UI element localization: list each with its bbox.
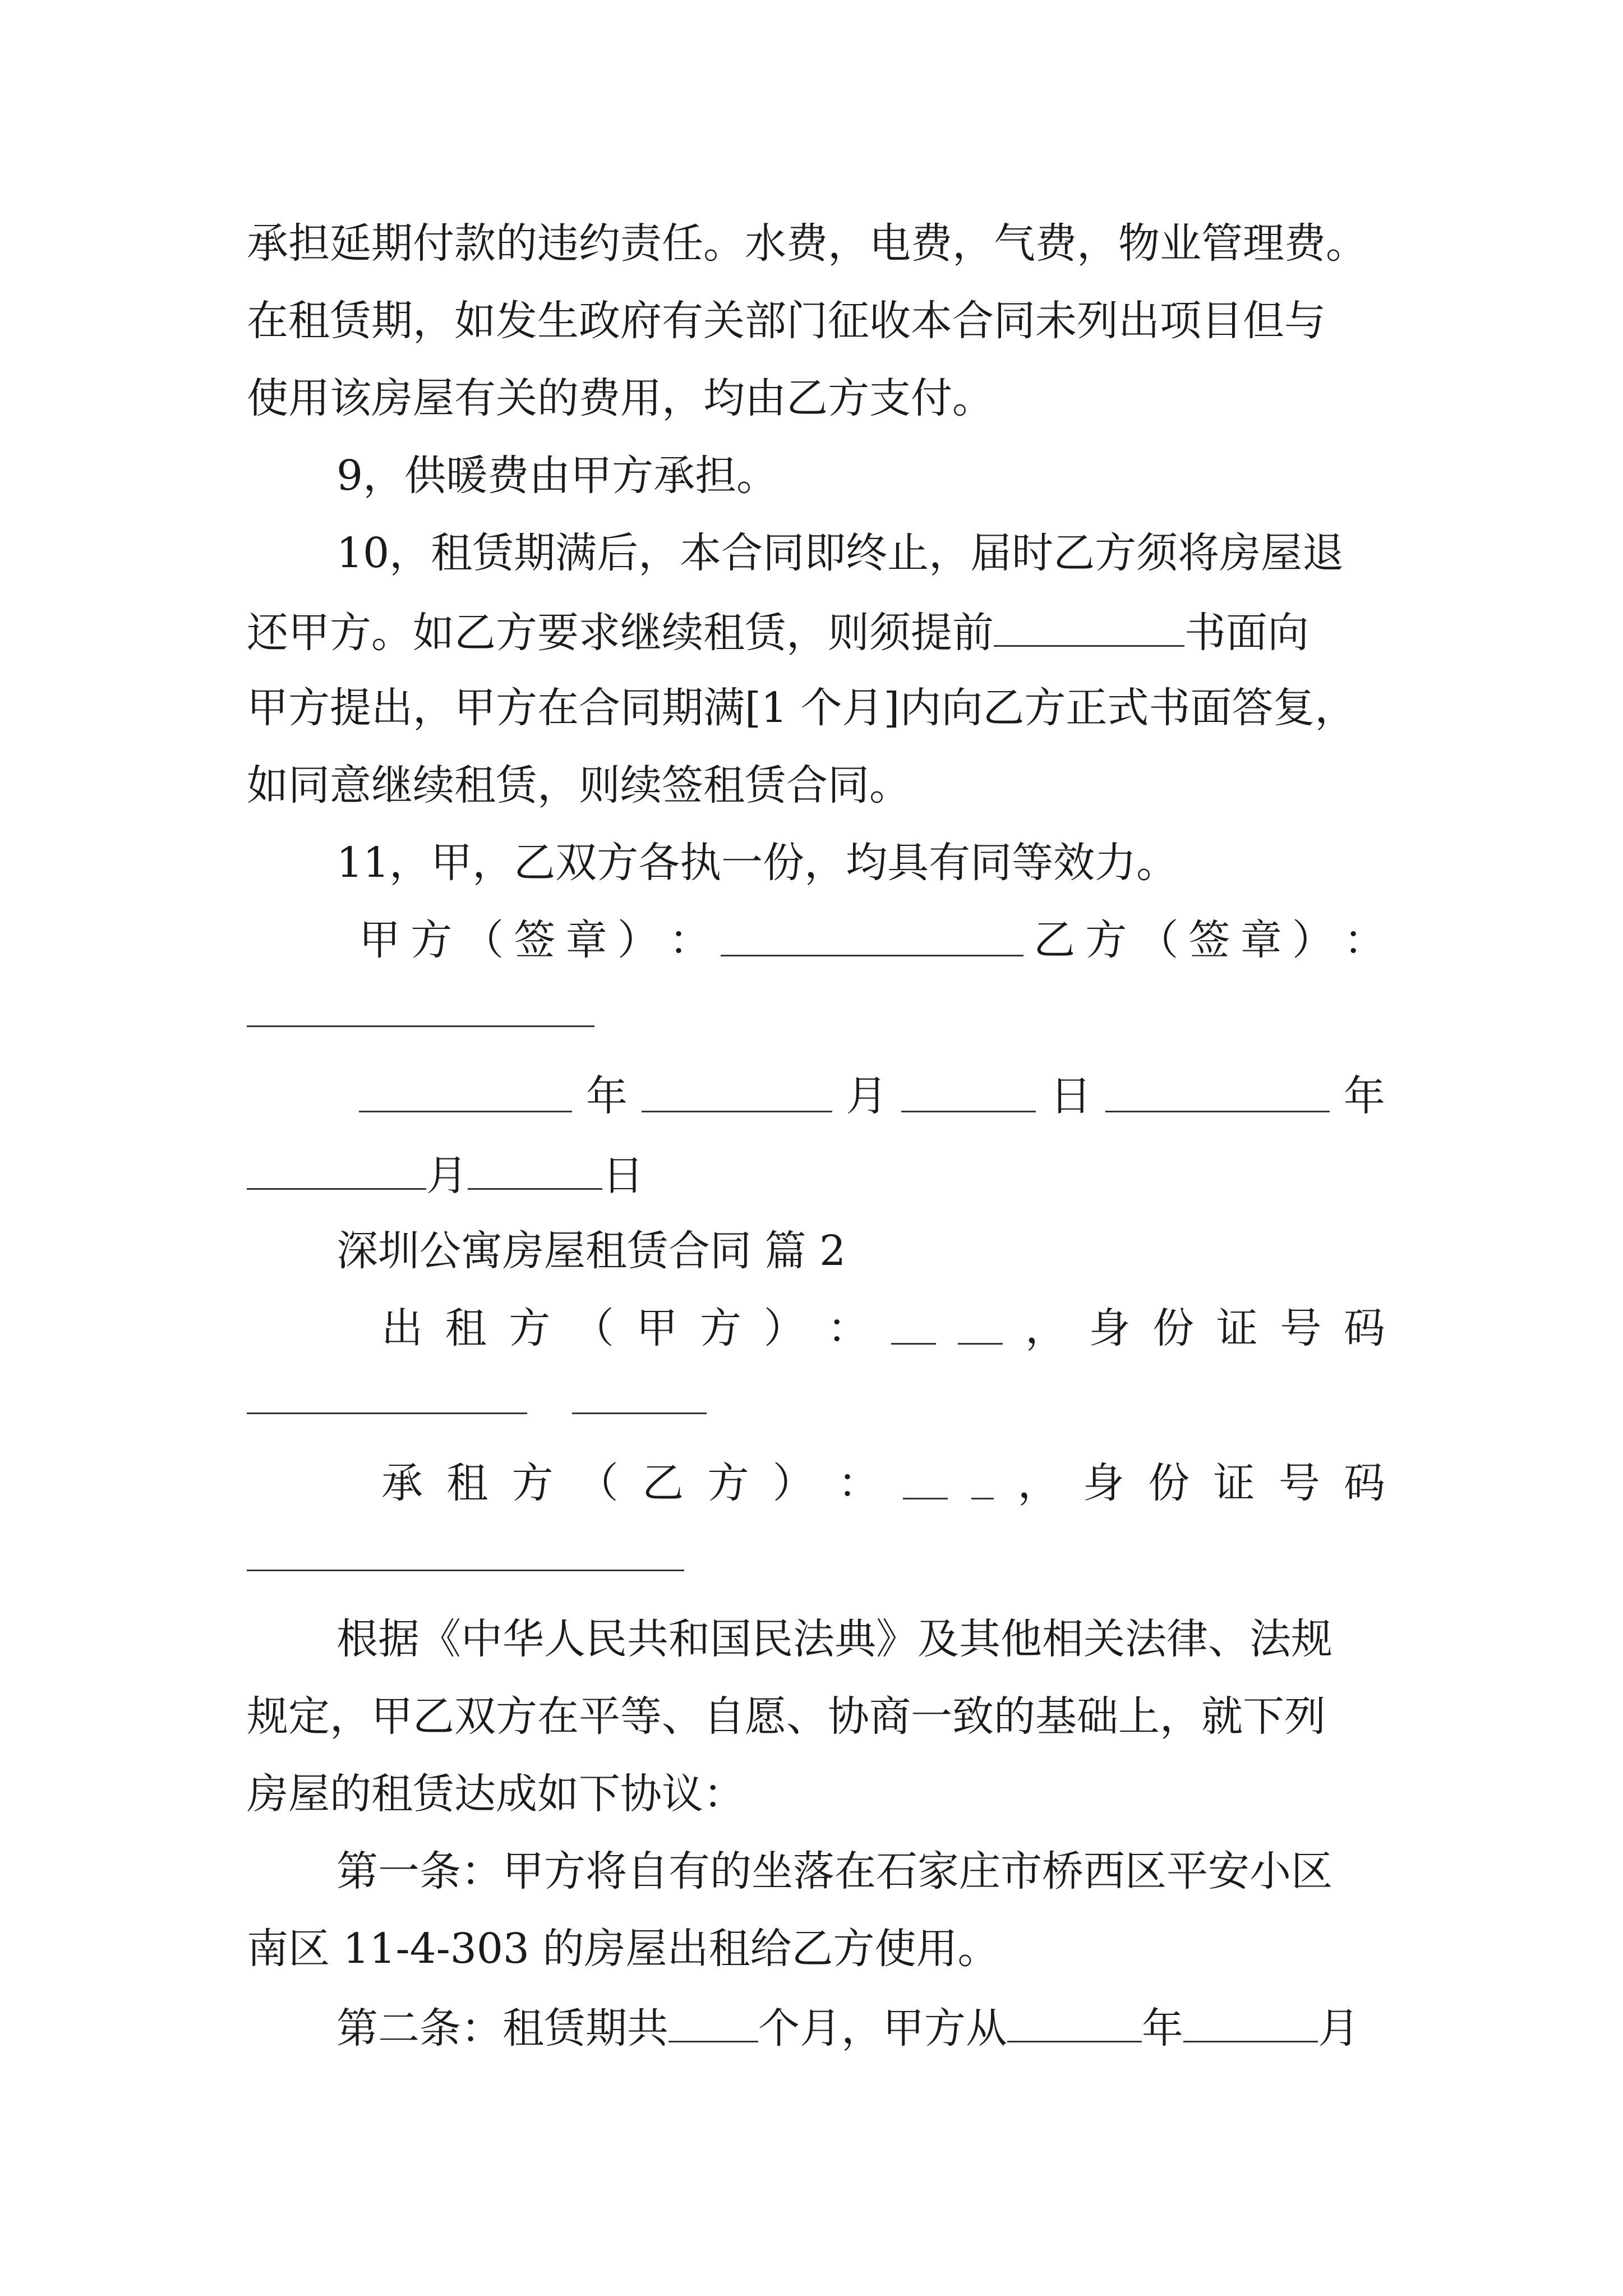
id-char: 号	[1280, 1304, 1322, 1352]
signature-char: 签	[1188, 916, 1230, 964]
signature-char: （	[1137, 916, 1179, 964]
id-underline	[247, 1570, 684, 1571]
article-2-line	[336, 1999, 1475, 2055]
signature-char: ）	[617, 916, 659, 964]
lessee-char: 乙	[642, 1459, 684, 1507]
date-label: 日	[1050, 1072, 1092, 1120]
name-blank	[903, 1456, 948, 1499]
id-char: 号	[1278, 1459, 1320, 1507]
preamble-line: 房屋的租赁达成如下协议：	[247, 1770, 745, 1818]
id-char: 证	[1213, 1459, 1255, 1507]
lessor-char: 方	[509, 1304, 551, 1352]
date-label: 日	[602, 1152, 644, 1200]
lessee-line	[381, 1456, 1385, 1510]
name-blank	[971, 1456, 994, 1499]
lessor-line	[381, 1301, 1385, 1355]
clause-item-11: 11，甲，乙双方各执一份，均具有同等效力。	[336, 839, 1178, 887]
day-blank	[468, 1147, 602, 1190]
paragraph-line: 承担延期付款的违约责任。水费，电费，气费，物业管理费。	[247, 219, 1367, 268]
article-text: 个月，甲方从	[758, 2004, 1007, 2053]
clause-item-10-line: 如同意继续租赁，则续签租赁合同。	[247, 761, 911, 809]
lessee-char: ：	[837, 1459, 879, 1507]
clause-text: 还甲方。如乙方要求继续租赁，则须提前	[247, 609, 994, 657]
signature-char: 章	[1240, 916, 1282, 964]
article-text: 第二条：租赁期共	[336, 2004, 668, 2053]
paragraph-line: 使用该房屋有关的费用，均由乙方支付。	[247, 374, 994, 422]
month-blank	[247, 1147, 426, 1190]
id-underline	[572, 1412, 707, 1414]
lessee-char: ）	[772, 1459, 814, 1507]
lessor-char: （	[572, 1304, 614, 1352]
date-label: 月	[846, 1072, 888, 1120]
id-char: 码	[1343, 1304, 1385, 1352]
lessee-char: 方	[511, 1459, 554, 1507]
clause-item-9: 9，供暖费由甲方承担。	[336, 452, 778, 500]
id-char: 码	[1343, 1459, 1385, 1507]
id-char: 份	[1148, 1459, 1190, 1507]
signature-char: 方	[411, 916, 453, 964]
id-char: 身	[1082, 1459, 1124, 1507]
id-underline	[247, 1412, 527, 1414]
year-blank	[1105, 1069, 1330, 1112]
id-char: 身	[1089, 1304, 1131, 1352]
lessor-char: ，	[1025, 1304, 1067, 1352]
signature-char: 乙	[1034, 916, 1076, 964]
signature-char: 甲	[359, 916, 400, 964]
signature-char: ：	[668, 916, 711, 964]
lessor-char: 甲	[636, 1304, 678, 1352]
year-blank	[1007, 1999, 1142, 2042]
signature-line	[359, 913, 1385, 967]
preamble-line: 根据《中华人民共和国民法典》及其他相关法律、法规	[336, 1615, 1332, 1663]
article-text: 年	[1142, 2004, 1183, 2053]
lessor-char: ）	[763, 1304, 805, 1352]
name-blank	[958, 1301, 1003, 1345]
clause-item-10-line: 10，租赁期满后，本合同即终止，届时乙方须将房屋退	[336, 529, 1344, 577]
month-blank	[642, 1069, 832, 1112]
signature-blank	[721, 913, 1023, 956]
month-blank	[1183, 1999, 1318, 2042]
date-label: 月	[426, 1152, 468, 1200]
signature-char: （	[462, 916, 504, 964]
signature-char: ）	[1292, 916, 1334, 964]
months-blank	[668, 1999, 758, 2042]
blank-field	[994, 604, 1184, 647]
date-line	[359, 1069, 1385, 1123]
clause-item-10-line: 甲方提出，甲方在合同期满[1 个月]内向乙方正式书面答复，	[247, 684, 1357, 732]
preamble-line: 规定，甲乙双方在平等、自愿、协商一致的基础上，就下列	[247, 1692, 1326, 1741]
lessor-char: 租	[445, 1304, 487, 1352]
signature-underline	[247, 1025, 594, 1027]
lessee-char: 承	[381, 1459, 423, 1507]
lessor-char: 出	[381, 1304, 423, 1352]
lessee-char: 租	[446, 1459, 488, 1507]
lessee-char: 方	[707, 1459, 749, 1507]
date-line-continued	[247, 1147, 1385, 1203]
section-heading: 深圳公寓房屋租赁合同 篇 2	[336, 1227, 846, 1275]
lessor-char: ：	[827, 1304, 869, 1352]
day-blank	[901, 1069, 1036, 1112]
signature-char: ：	[1343, 916, 1385, 964]
signature-char: 签	[514, 916, 556, 964]
lessee-char: ，	[1017, 1459, 1059, 1507]
year-blank	[359, 1069, 572, 1112]
clause-text: 书面向	[1184, 609, 1309, 657]
clause-item-10-line	[247, 604, 1385, 660]
article-1-line: 第一条：甲方将自有的坐落在石家庄市桥西区平安小区	[336, 1847, 1332, 1895]
article-text: 月	[1318, 2004, 1359, 2053]
paragraph-line: 在租赁期，如发生政府有关部门征收本合同未列出项目但与	[247, 297, 1326, 345]
signature-char: 章	[565, 916, 607, 964]
id-char: 份	[1152, 1304, 1195, 1352]
article-1-line: 南区 11-4-303 的房屋出租给乙方使用。	[247, 1925, 999, 1973]
date-label: 年	[585, 1072, 628, 1120]
lessor-char: 方	[699, 1304, 741, 1352]
date-label: 年	[1343, 1072, 1385, 1120]
id-char: 证	[1216, 1304, 1258, 1352]
name-blank	[891, 1301, 936, 1345]
signature-char: 方	[1085, 916, 1127, 964]
lessee-char: （	[577, 1459, 619, 1507]
